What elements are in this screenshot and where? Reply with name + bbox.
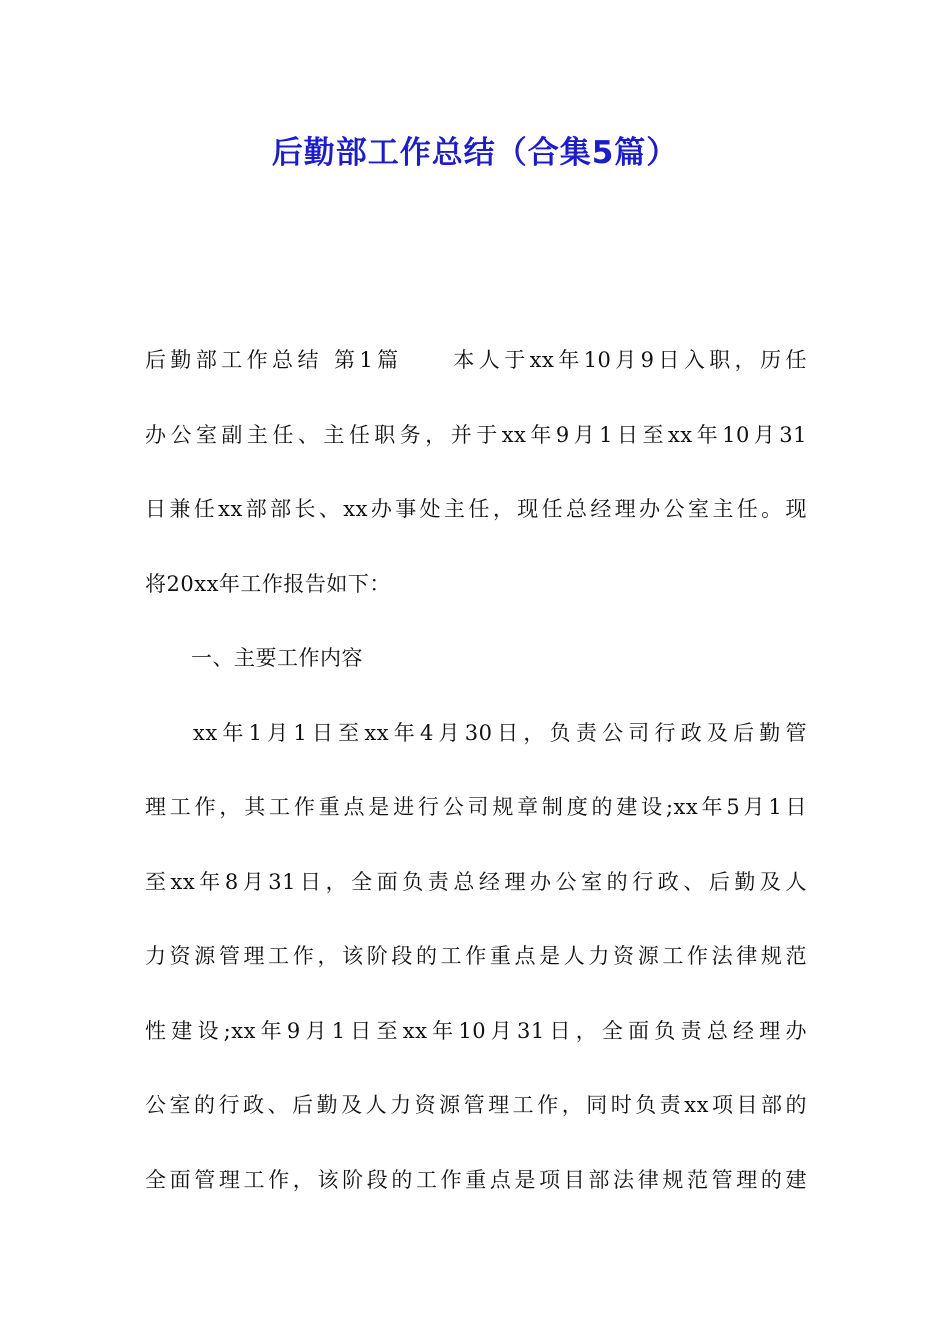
paragraph-line: 将20xx年工作报告如下： xyxy=(145,571,391,596)
document-title: 后勤部工作总结（合集5篇） xyxy=(271,135,679,171)
paragraph-line: 全面管理工作，该阶段的工作重点是项目部法律规范管理的建 xyxy=(145,1167,807,1192)
paragraph-line: xx年1月1日至xx年4月30日，负责公司行政及后勤管 xyxy=(193,720,807,745)
paragraph-line: 至xx年8月31日，全面负责总经理办公室的行政、后勤及人 xyxy=(145,869,807,894)
paragraph-line: 理工作，其工作重点是进行公司规章制度的建设;xx年5月1日 xyxy=(145,795,807,819)
paragraph-line: 办公室副主任、主任职务，并于xx年9月1日至xx年10月31 xyxy=(145,422,807,447)
paragraph-line: 日兼任xx部部长、xx办事处主任，现任总经理办公室主任。现 xyxy=(145,497,807,521)
paragraph-line: 性建设;xx年9月1日至xx年10月31日，全面负责总经理办 xyxy=(145,1018,807,1043)
section-heading: 一、主要工作内容 xyxy=(191,646,363,670)
document-body xyxy=(145,335,807,1229)
paragraph-line: 后勤部工作总结 第1篇 本人于xx年10月9日入职，历任 xyxy=(145,348,807,372)
paragraph-line: 力资源管理工作，该阶段的工作重点是人力资源工作法律规范 xyxy=(145,944,807,968)
paragraph-line: 公室的行政、后勤及人力资源管理工作，同时负责xx项目部的 xyxy=(145,1093,807,1117)
